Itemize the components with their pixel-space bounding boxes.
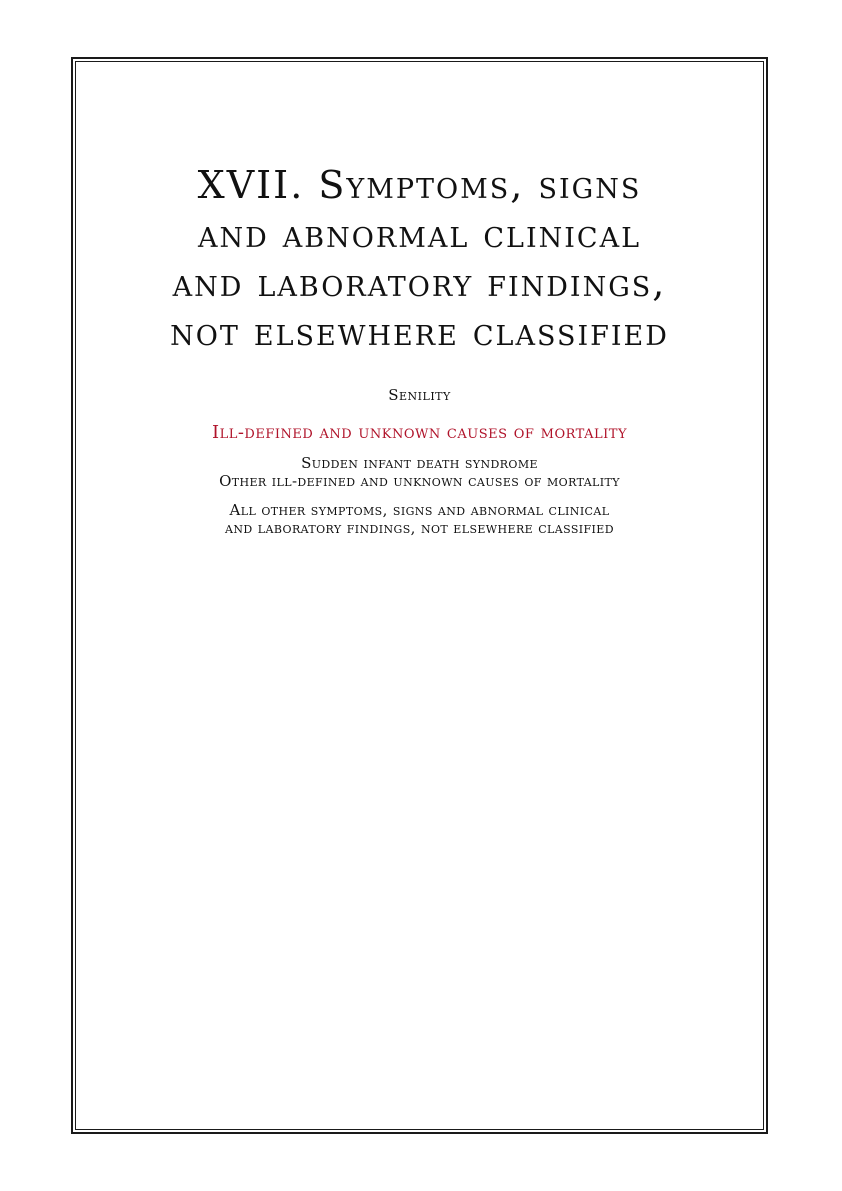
chapter-title-line: and laboratory findings, [172,261,667,305]
chapter-title-line: not elsewhere classified [170,310,669,354]
page-content [75,61,764,537]
section-heading-ill-defined: Ill-defined and unknown causes of mortality [211,422,628,443]
chapter-title [75,161,764,357]
ill-defined-subgroup [75,454,764,490]
list-item: Sudden infant death syndrome [301,454,538,472]
list-item: and laboratory findings, not elsewhere classified [225,519,614,537]
other-findings-subgroup [75,501,764,537]
section-senility: Senility [388,386,451,404]
chapter-title-line: XVII. Symptoms, signs [197,163,642,207]
list-item: All other symptoms, signs and abnormal clinical [229,501,610,519]
chapter-title-line: and abnormal clinical [197,212,642,256]
list-item: Other ill-defined and unknown causes of mortality [219,472,620,490]
